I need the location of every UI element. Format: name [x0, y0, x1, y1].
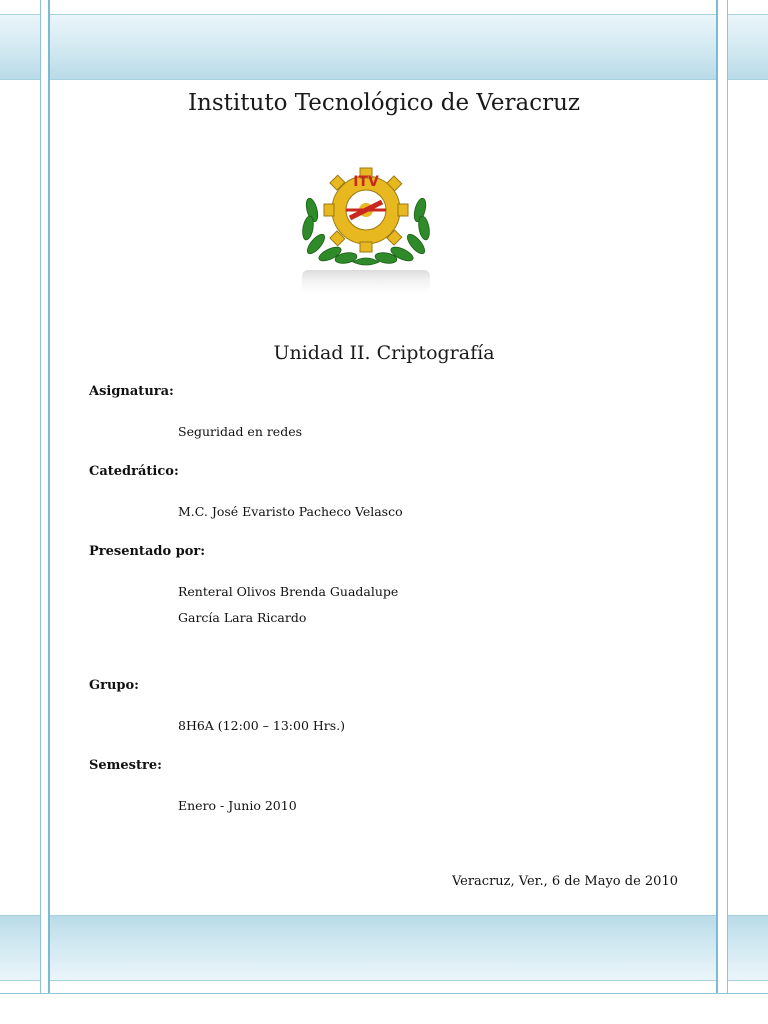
catedratico-label: Catedrático:: [89, 464, 179, 479]
itv-logo-icon: [298, 158, 434, 300]
unit-title: Unidad II. Criptografía: [273, 342, 495, 364]
asignatura-label: Asignatura:: [89, 384, 174, 399]
footer-band-left: [0, 915, 40, 981]
footer-band-right: [728, 915, 768, 981]
frame-line-right-outer: [727, 0, 728, 994]
frame-line-left-outer: [40, 0, 41, 994]
presentado-por-value-1: Renteral Olivos Brenda Guadalupe: [178, 584, 399, 599]
page-frame: [48, 0, 718, 994]
logo-letters: ITV: [353, 174, 379, 190]
logo-reflection: [302, 270, 430, 298]
presentado-por-value-2: García Lara Ricardo: [178, 610, 307, 625]
asignatura-value: Seguridad en redes: [178, 424, 303, 439]
semestre-value: Enero - Junio 2010: [178, 798, 297, 813]
catedratico-value: M.C. José Evaristo Pacheco Velasco: [178, 504, 403, 519]
header-band-left: [0, 14, 40, 80]
frame-bottom-edge: [0, 993, 768, 994]
header-band-right: [728, 14, 768, 80]
place-date: Veracruz, Ver., 6 de Mayo de 2010: [451, 874, 678, 889]
grupo-value: 8H6A (12:00 – 13:00 Hrs.): [178, 718, 346, 733]
presentado-por-label: Presentado por:: [89, 544, 206, 559]
institution-title: Instituto Tecnológico de Veracruz: [187, 90, 581, 116]
semestre-label: Semestre:: [89, 758, 162, 773]
grupo-label: Grupo:: [89, 678, 139, 693]
